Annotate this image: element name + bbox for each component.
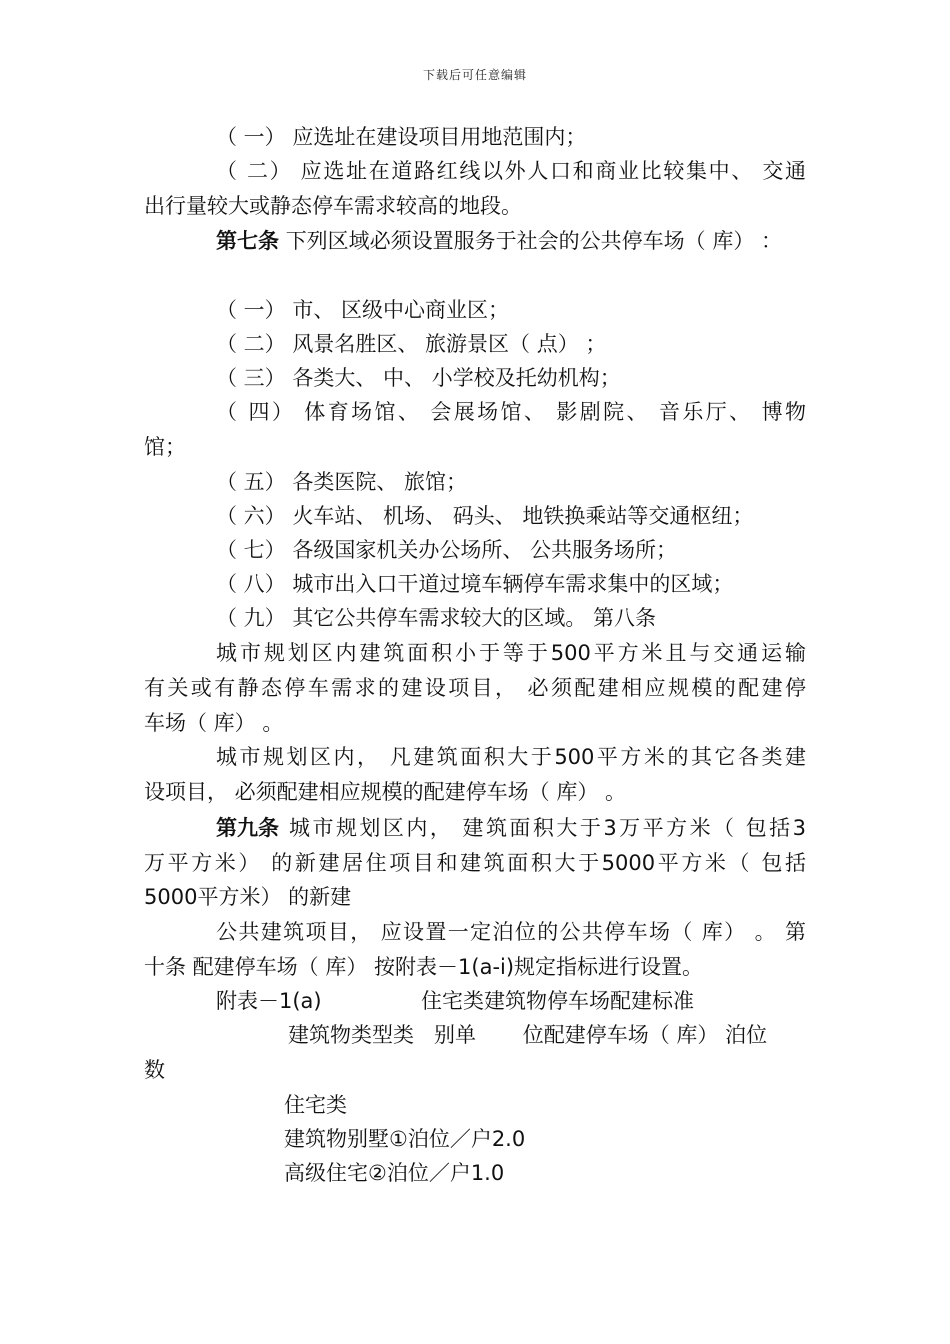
list-item: （ 二） 风景名胜区、 旅游景区（ 点） ； [216,332,607,356]
text-line: 出行量较大或静态停车需求较高的地段。 [144,194,522,218]
article-7-line [216,226,782,256]
article-7-heading: 第七条 [216,229,279,253]
table-header-continuation: 数 [144,1058,165,1082]
text-line: 车场（ 库） 。 [144,711,284,735]
list-item: （ 七） 各级国家机关办公场所、 公共服务场所； [216,538,678,562]
table-row: 住宅类 [284,1093,347,1117]
list-item-continuation: 馆； [144,435,186,459]
list-item: （ 三） 各类大、 中、 小学校及托幼机构； [216,366,621,390]
text-line: 城市规划区内， 凡建筑面积大于500平方米的其它各类建 [216,745,806,769]
article-7-text: 下列区域必须设置服务于社会的公共停车场（ 库） ： [285,229,783,253]
list-item: （ 六） 火车站、 机场、 码头、 地铁换乘站等交通枢纽； [216,504,754,528]
list-item: （ 五） 各类医院、 旅馆； [216,470,468,494]
table-row: 高级住宅②泊位／户1.0 [284,1161,505,1185]
list-item: （ 八） 城市出入口干道过境车辆停车需求集中的区域； [216,572,734,596]
table-label: 附表－1(a) [216,989,322,1013]
list-item: （ 一） 市、 区级中心商业区； [216,298,510,322]
text-line: 万平方米） 的新建居住项目和建筑面积大于5000平方米（ 包括 [144,851,806,875]
article-9-text: 城市规划区内， 建筑面积大于3万平方米（ 包括3 [289,816,806,840]
text-line: 有关或有静态停车需求的建设项目， 必须配建相应规模的配建停 [144,676,806,700]
article-9-line [216,813,806,843]
table-header-line: 建筑物类型类 别单 位配建停车场（ 库） 泊位 [288,1023,768,1047]
text-line: 公共建筑项目， 应设置一定泊位的公共停车场（ 库） 。 第 [216,920,806,944]
item-line: （ 二） 应选址在道路红线以外人口和商业比较集中、 交通 [216,159,806,183]
article-9-heading: 第九条 [216,816,279,840]
article-10-text: 十条 配建停车场（ 库） 按附表－1(a-i)规定指标进行设置。 [144,955,704,979]
text-line: 5000平方米） 的新建 [144,885,352,909]
list-item: （ 四） 体育场馆、 会展场馆、 影剧院、 音乐厅、 博物 [216,400,806,424]
table-title: 住宅类建筑物停车场配建标准 [421,989,694,1013]
page-header: 下载后可任意编辑 [422,68,527,82]
article-8-text: 城市规划区内建筑面积小于等于500平方米且与交通运输 [216,641,806,665]
item-line: （ 一） 应选址在建设项目用地范围内； [216,125,587,149]
list-item: （ 九） 其它公共停车需求较大的区域。 第八条 [216,606,657,630]
text-line: 设项目， 必须配建相应规模的配建停车场（ 库） 。 [144,780,627,804]
table-row: 建筑物别墅①泊位／户2.0 [284,1127,526,1151]
